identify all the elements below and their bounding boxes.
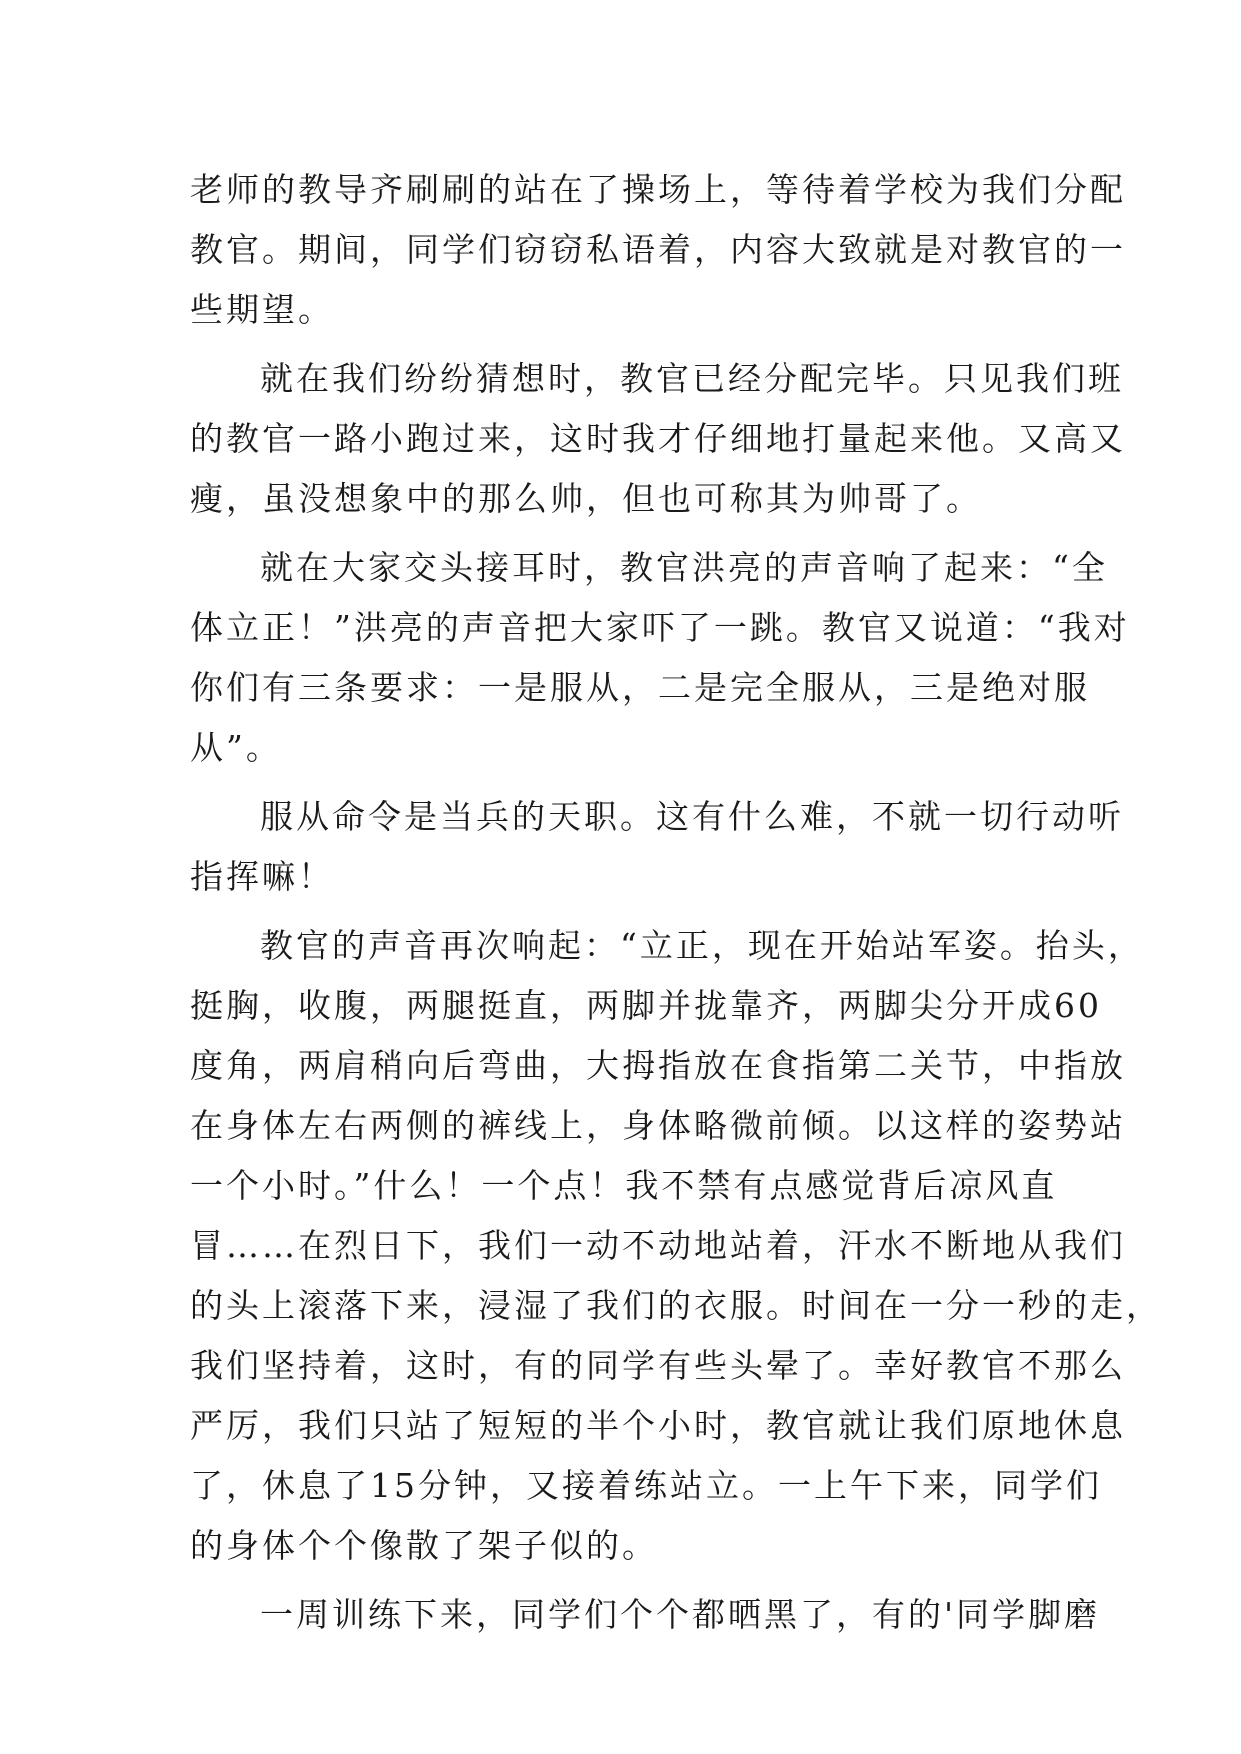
- text-line: 挺胸，收腹，两腿挺直，两脚并拢靠齐，两脚尖分开成60: [190, 986, 1102, 1025]
- article-body: [190, 160, 1162, 1645]
- text-line: 冒……在烈日下，我们一动不动地站着，汗水不断地从我们: [190, 1226, 1126, 1265]
- text-line: 老师的教导齐刷刷的站在了操场上，等待着学校为我们分配: [190, 170, 1126, 209]
- text-line: 从”。: [190, 728, 282, 767]
- text-line: 的身体个个像散了架子似的。: [190, 1526, 658, 1565]
- text-line: 一个小时。”什么！一个点！我不禁有点感觉背后凉风直: [190, 1166, 1058, 1205]
- paragraph-first-line: 就在大家交头接耳时，教官洪亮的声音响了起来：“全: [260, 548, 1108, 587]
- text-line: 的头上滚落下来，浸湿了我们的衣服。时间在一分一秒的走，: [190, 1286, 1162, 1325]
- text-line: 了，休息了15分钟，又接着练站立。一上午下来，同学们: [190, 1466, 1102, 1505]
- text-line: 严厉，我们只站了短短的半个小时，教官就让我们原地休息: [190, 1406, 1126, 1445]
- paragraph-first-line: 服从命令是当兵的天职。这有什么难，不就一切行动听: [260, 797, 1124, 836]
- text-line: 教官。期间，同学们窃窃私语着，内容大致就是对教官的一: [190, 230, 1126, 269]
- text-line: 度角，两肩稍向后弯曲，大拇指放在食指第二关节，中指放: [190, 1046, 1126, 1085]
- text-line: 瘦，虽没想象中的那么帅，但也可称其为帅哥了。: [190, 479, 982, 518]
- text-line: 指挥嘛！: [190, 857, 334, 896]
- text-line: 在身体左右两侧的裤线上，身体略微前倾。以这样的姿势站: [190, 1106, 1126, 1145]
- text-line: 的教官一路小跑过来，这时我才仔细地打量起来他。又高又: [190, 419, 1126, 458]
- paragraph-first-line: 一周训练下来，同学们个个都晒黑了，有的'同学脚磨: [260, 1595, 1101, 1634]
- text-line: 我们坚持着，这时，有的同学有些头晕了。幸好教官不那么: [190, 1346, 1126, 1385]
- text-line: 些期望。: [190, 290, 334, 329]
- paragraph-first-line: 就在我们纷纷猜想时，教官已经分配完毕。只见我们班: [260, 359, 1124, 398]
- text-line: 你们有三条要求：一是服从，二是完全服从，三是绝对服: [190, 668, 1090, 707]
- text-line: 体立正！”洪亮的声音把大家吓了一跳。教官又说道：“我对: [190, 608, 1130, 647]
- paragraph-first-line: 教官的声音再次响起：“立正，现在开始站军姿。抬头，: [260, 926, 1144, 965]
